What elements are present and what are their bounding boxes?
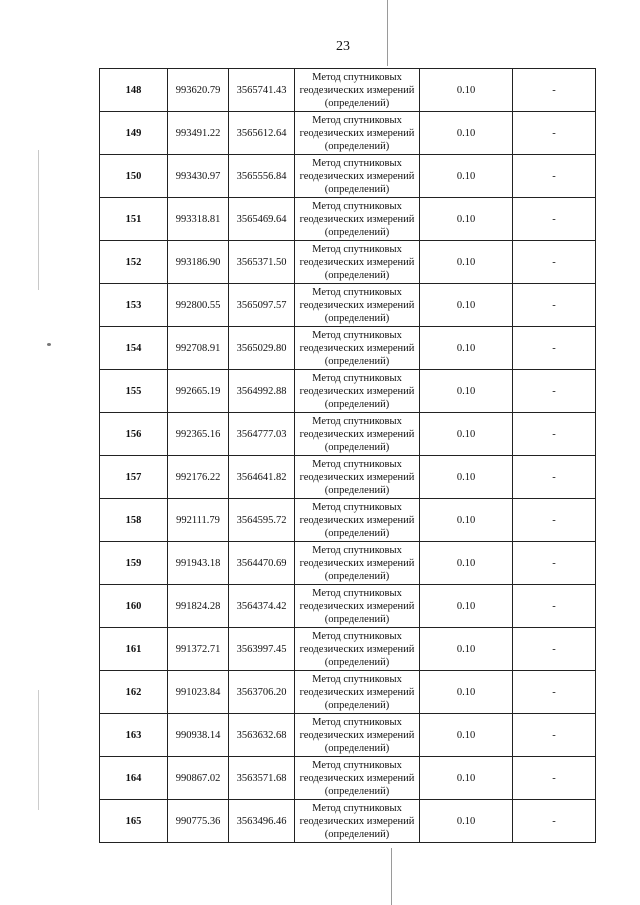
coordinate-x-cell: 992708.91 (168, 327, 229, 370)
method-line: (определений) (324, 269, 390, 281)
method-cell (295, 112, 420, 155)
coordinate-y-cell: 3564641.82 (229, 456, 295, 499)
method-cell (295, 241, 420, 284)
note-cell: - (513, 585, 596, 628)
method-cell (295, 542, 420, 585)
method-line: (определений) (324, 785, 390, 797)
method-line: (определений) (324, 183, 390, 195)
coordinate-y-cell: 3565097.57 (229, 284, 295, 327)
coordinate-x-cell: 993491.22 (168, 112, 229, 155)
method-line: Метод спутниковых (312, 544, 402, 556)
method-line: геодезических измерений (299, 213, 415, 225)
note-cell: - (513, 757, 596, 800)
method-line: (определений) (324, 97, 390, 109)
point-number-cell: 163 (100, 714, 168, 757)
precision-cell: 0.10 (420, 628, 513, 671)
point-number-cell: 164 (100, 757, 168, 800)
note-cell: - (513, 800, 596, 843)
method-line: (определений) (324, 699, 390, 711)
note-cell: - (513, 370, 596, 413)
note-cell: - (513, 327, 596, 370)
method-cell (295, 585, 420, 628)
method-line: Метод спутниковых (312, 286, 402, 298)
coordinate-y-cell: 3564470.69 (229, 542, 295, 585)
method-cell (295, 456, 420, 499)
method-cell (295, 327, 420, 370)
coordinate-x-cell: 992365.16 (168, 413, 229, 456)
precision-cell: 0.10 (420, 327, 513, 370)
note-cell: - (513, 284, 596, 327)
coordinate-y-cell: 3565741.43 (229, 69, 295, 112)
scan-artifact-line (387, 0, 388, 66)
scan-artifact-line (391, 848, 392, 905)
table-row (100, 198, 596, 241)
method-line: (определений) (324, 656, 390, 668)
method-line: (определений) (324, 484, 390, 496)
precision-cell: 0.10 (420, 112, 513, 155)
precision-cell: 0.10 (420, 757, 513, 800)
table-row (100, 585, 596, 628)
method-line: Метод спутниковых (312, 71, 402, 83)
coordinate-x-cell: 991023.84 (168, 671, 229, 714)
method-line: геодезических измерений (299, 729, 415, 741)
table-row (100, 757, 596, 800)
method-line: Метод спутниковых (312, 243, 402, 255)
note-cell: - (513, 456, 596, 499)
method-cell (295, 69, 420, 112)
table-row (100, 456, 596, 499)
coordinate-y-cell: 3564992.88 (229, 370, 295, 413)
precision-cell: 0.10 (420, 456, 513, 499)
coordinate-x-cell: 992665.19 (168, 370, 229, 413)
note-cell: - (513, 542, 596, 585)
point-number-cell: 160 (100, 585, 168, 628)
table-row (100, 241, 596, 284)
coordinate-x-cell: 993620.79 (168, 69, 229, 112)
coordinate-x-cell: 990867.02 (168, 757, 229, 800)
table-row (100, 499, 596, 542)
table-row (100, 327, 596, 370)
scan-artifact-line (38, 690, 39, 810)
precision-cell: 0.10 (420, 69, 513, 112)
method-line: геодезических измерений (299, 170, 415, 182)
table-row (100, 800, 596, 843)
scan-artifact-mark (47, 343, 51, 346)
table-row (100, 69, 596, 112)
point-number-cell: 148 (100, 69, 168, 112)
precision-cell: 0.10 (420, 370, 513, 413)
coordinate-y-cell: 3563632.68 (229, 714, 295, 757)
method-line: (определений) (324, 742, 390, 754)
method-line: Метод спутниковых (312, 716, 402, 728)
precision-cell: 0.10 (420, 241, 513, 284)
coordinate-y-cell: 3563997.45 (229, 628, 295, 671)
coordinate-x-cell: 993318.81 (168, 198, 229, 241)
coordinate-x-cell: 992111.79 (168, 499, 229, 542)
coordinate-y-cell: 3563496.46 (229, 800, 295, 843)
table-row (100, 542, 596, 585)
page-number: 23 (336, 39, 350, 54)
method-line: Метод спутниковых (312, 114, 402, 126)
table-row (100, 370, 596, 413)
coordinate-y-cell: 3564595.72 (229, 499, 295, 542)
scan-artifact-line (38, 150, 39, 290)
precision-cell: 0.10 (420, 671, 513, 714)
method-line: Метод спутниковых (312, 802, 402, 814)
coordinate-x-cell: 991824.28 (168, 585, 229, 628)
coordinate-x-cell: 993430.97 (168, 155, 229, 198)
coordinate-x-cell: 992800.55 (168, 284, 229, 327)
precision-cell: 0.10 (420, 800, 513, 843)
note-cell: - (513, 69, 596, 112)
note-cell: - (513, 628, 596, 671)
coordinate-y-cell: 3565371.50 (229, 241, 295, 284)
coordinate-y-cell: 3565469.64 (229, 198, 295, 241)
coordinate-y-cell: 3564374.42 (229, 585, 295, 628)
method-line: Метод спутниковых (312, 673, 402, 685)
method-line: геодезических измерений (299, 643, 415, 655)
table-row (100, 155, 596, 198)
method-line: Метод спутниковых (312, 329, 402, 341)
method-line: Метод спутниковых (312, 415, 402, 427)
method-cell (295, 714, 420, 757)
precision-cell: 0.10 (420, 585, 513, 628)
method-line: (определений) (324, 441, 390, 453)
precision-cell: 0.10 (420, 499, 513, 542)
coordinates-table-body (100, 69, 596, 843)
precision-cell: 0.10 (420, 155, 513, 198)
method-line: Метод спутниковых (312, 587, 402, 599)
method-line: (определений) (324, 527, 390, 539)
method-line: геодезических измерений (299, 299, 415, 311)
precision-cell: 0.10 (420, 198, 513, 241)
method-line: геодезических измерений (299, 514, 415, 526)
method-cell (295, 155, 420, 198)
method-line: геодезических измерений (299, 686, 415, 698)
method-cell (295, 499, 420, 542)
precision-cell: 0.10 (420, 284, 513, 327)
point-number-cell: 150 (100, 155, 168, 198)
point-number-cell: 161 (100, 628, 168, 671)
method-line: геодезических измерений (299, 385, 415, 397)
coordinate-y-cell: 3565612.64 (229, 112, 295, 155)
precision-cell: 0.10 (420, 542, 513, 585)
table-row (100, 671, 596, 714)
method-line: геодезических измерений (299, 342, 415, 354)
table-row (100, 413, 596, 456)
note-cell: - (513, 499, 596, 542)
method-cell (295, 800, 420, 843)
table-row (100, 628, 596, 671)
coordinate-y-cell: 3564777.03 (229, 413, 295, 456)
method-line: Метод спутниковых (312, 200, 402, 212)
method-line: Метод спутниковых (312, 157, 402, 169)
coordinate-x-cell: 993186.90 (168, 241, 229, 284)
method-cell (295, 671, 420, 714)
coordinate-x-cell: 990775.36 (168, 800, 229, 843)
coordinates-table (99, 68, 596, 843)
coordinate-y-cell: 3563706.20 (229, 671, 295, 714)
point-number-cell: 157 (100, 456, 168, 499)
method-line: (определений) (324, 570, 390, 582)
method-cell (295, 198, 420, 241)
method-line: Метод спутниковых (312, 372, 402, 384)
method-line: геодезических измерений (299, 815, 415, 827)
method-line: Метод спутниковых (312, 458, 402, 470)
table-row (100, 284, 596, 327)
method-line: геодезических измерений (299, 256, 415, 268)
method-line: Метод спутниковых (312, 630, 402, 642)
point-number-cell: 152 (100, 241, 168, 284)
coordinate-x-cell: 990938.14 (168, 714, 229, 757)
method-line: Метод спутниковых (312, 501, 402, 513)
point-number-cell: 153 (100, 284, 168, 327)
table-row (100, 112, 596, 155)
method-line: (определений) (324, 312, 390, 324)
coordinate-y-cell: 3565029.80 (229, 327, 295, 370)
point-number-cell: 149 (100, 112, 168, 155)
point-number-cell: 156 (100, 413, 168, 456)
note-cell: - (513, 413, 596, 456)
point-number-cell: 154 (100, 327, 168, 370)
method-line: геодезических измерений (299, 557, 415, 569)
point-number-cell: 158 (100, 499, 168, 542)
precision-cell: 0.10 (420, 413, 513, 456)
coordinate-x-cell: 991372.71 (168, 628, 229, 671)
method-line: (определений) (324, 398, 390, 410)
note-cell: - (513, 714, 596, 757)
method-line: (определений) (324, 828, 390, 840)
coordinate-x-cell: 992176.22 (168, 456, 229, 499)
point-number-cell: 162 (100, 671, 168, 714)
note-cell: - (513, 198, 596, 241)
method-line: (определений) (324, 226, 390, 238)
coordinate-x-cell: 991943.18 (168, 542, 229, 585)
table-row (100, 714, 596, 757)
coordinate-y-cell: 3563571.68 (229, 757, 295, 800)
method-cell (295, 370, 420, 413)
precision-cell: 0.10 (420, 714, 513, 757)
method-line: (определений) (324, 140, 390, 152)
method-line: геодезических измерений (299, 127, 415, 139)
method-cell (295, 413, 420, 456)
note-cell: - (513, 155, 596, 198)
point-number-cell: 151 (100, 198, 168, 241)
method-cell (295, 757, 420, 800)
coordinate-y-cell: 3565556.84 (229, 155, 295, 198)
note-cell: - (513, 671, 596, 714)
method-line: (определений) (324, 613, 390, 625)
note-cell: - (513, 112, 596, 155)
method-cell (295, 628, 420, 671)
method-line: (определений) (324, 355, 390, 367)
point-number-cell: 159 (100, 542, 168, 585)
method-line: геодезических измерений (299, 428, 415, 440)
method-line: геодезических измерений (299, 600, 415, 612)
method-line: геодезических измерений (299, 471, 415, 483)
method-line: геодезических измерений (299, 84, 415, 96)
method-line: геодезических измерений (299, 772, 415, 784)
point-number-cell: 165 (100, 800, 168, 843)
note-cell: - (513, 241, 596, 284)
method-cell (295, 284, 420, 327)
point-number-cell: 155 (100, 370, 168, 413)
method-line: Метод спутниковых (312, 759, 402, 771)
